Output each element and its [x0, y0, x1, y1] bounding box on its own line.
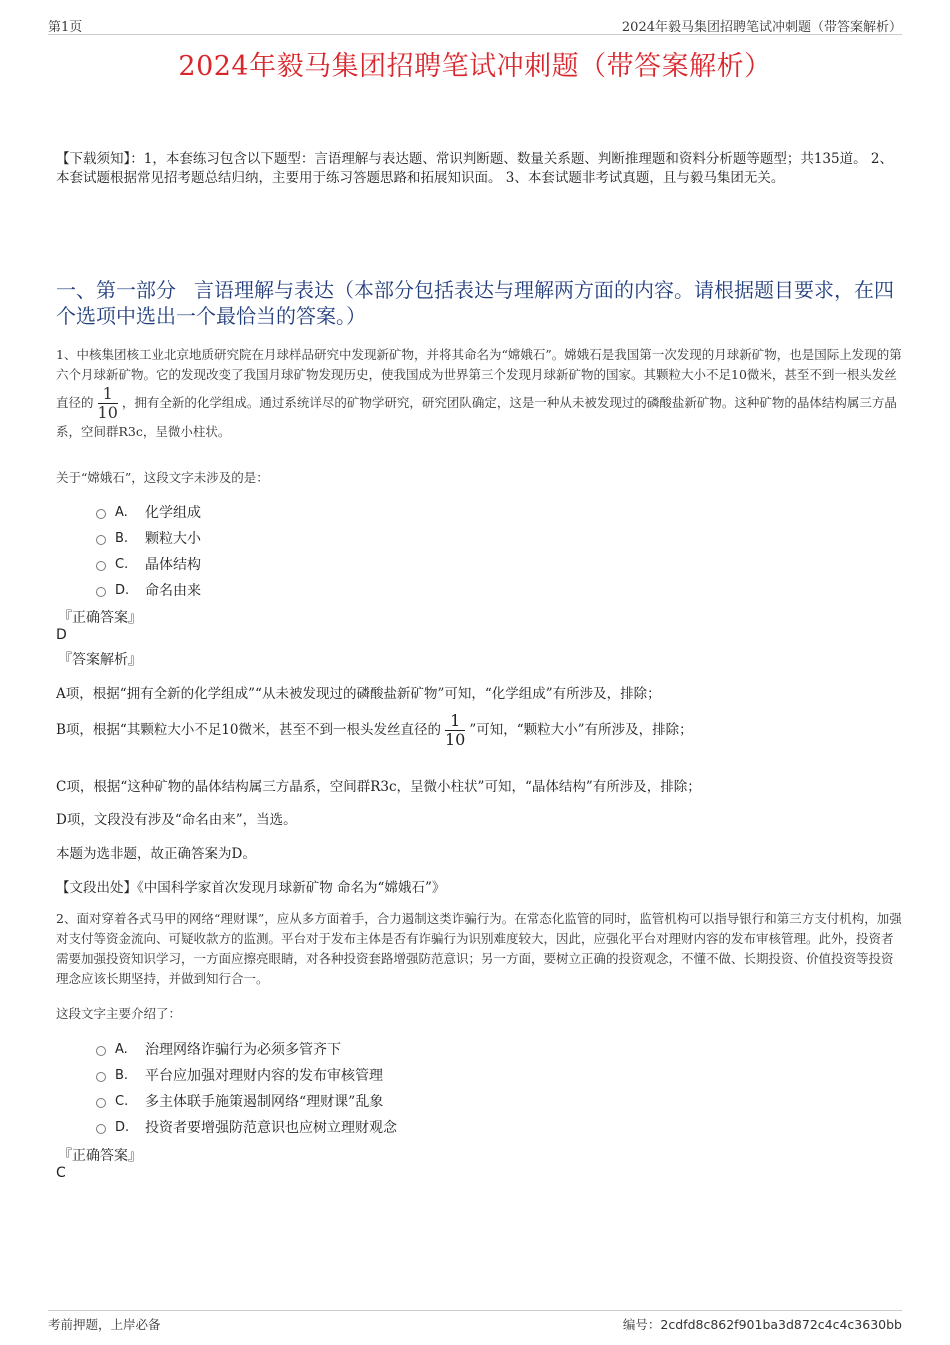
- q1-explanation-c: C项，根据“这种矿物的晶体结构属三方晶系，空间群R3c，呈微小柱状”可知，“晶体结构”有所涉及，排除；: [56, 779, 701, 795]
- page-number: 第1页: [48, 20, 83, 35]
- q2-option-c[interactable]: C. 多主体联手施策遏制网络“理财课”乱象: [96, 1088, 397, 1114]
- radio-icon[interactable]: [96, 587, 106, 597]
- q2-answer-label: 『正确答案』: [58, 1148, 142, 1164]
- q2-option-d[interactable]: D. 投资者要增强防范意识也应树立理财观念: [96, 1114, 397, 1140]
- section-prefix: 一、第一部分: [56, 278, 176, 302]
- radio-icon[interactable]: [96, 1098, 106, 1108]
- q2-answer: C: [56, 1165, 66, 1181]
- q1-option-c[interactable]: C. 晶体结构: [96, 551, 201, 577]
- radio-icon[interactable]: [96, 535, 106, 545]
- q2-stem: 2、面对穿着各式马甲的网络“理财课”，应从多方面着手，合力遏制这类诈骗行为。在常态化监管的同时，监管机构可以指导银行和第三方支付机构，加强对支付等资金流向、可疑收款方的监测。平台对于发布主体是否有诈骗行为识别难度较大，因此，应强化平台对理财内容的发布审核管理。此外，投资者需要加强投资知识学习，一方面应擦亮眼睛，对各种投资套路增强防范意识；另一方面，要树立正确的投资观念，不懂不做、长期投资、价值投资等投资理念应该长期坚持，并做到知行合一。: [56, 911, 902, 986]
- q1-answer-label: 『正确答案』: [58, 610, 142, 626]
- q1-explanation-d: D项，文段没有涉及“命名由来”，当选。: [56, 812, 297, 828]
- page-header: [48, 14, 902, 35]
- document-title: 2024年毅马集团招聘笔试冲刺题（带答案解析）: [178, 51, 772, 82]
- q1-option-a[interactable]: A. 化学组成: [96, 499, 201, 525]
- q2-options: [96, 1036, 397, 1140]
- radio-icon[interactable]: [96, 561, 106, 571]
- radio-icon[interactable]: [96, 1072, 106, 1082]
- q2-option-b[interactable]: B. 平台应加强对理财内容的发布审核管理: [96, 1062, 397, 1088]
- footer-code: 编号：2cdfd8c862f901ba3d872c4c4c3630bb: [622, 1317, 902, 1332]
- radio-icon[interactable]: [96, 509, 106, 519]
- q1-option-b[interactable]: B. 颗粒大小: [96, 525, 201, 551]
- q1-analysis-label: 『答案解析』: [58, 652, 142, 668]
- radio-icon[interactable]: [96, 1046, 106, 1056]
- q1-stem-part2: ，拥有全新的化学组成。通过系统详尽的矿物学研究，研究团队确定，这是一种从未被发现过的磷酸盐新矿物。这种矿物的晶体结构属三方晶系，空间群R3c，呈微小柱状。: [56, 395, 897, 439]
- q1-explanation-a: A项，根据“拥有全新的化学组成”“从未被发现过的磷酸盐新矿物”可知，“化学组成”有所涉及，排除；: [56, 686, 661, 702]
- q1-question: 关于“嫦娥石”，这段文字未涉及的是：: [56, 470, 269, 485]
- page-footer: [48, 1310, 902, 1332]
- footer-slogan: 考前押题，上岸必备: [48, 1317, 161, 1332]
- q1-options: [96, 499, 201, 603]
- q2-question: 这段文字主要介绍了：: [56, 1006, 182, 1021]
- q1-stem-part1: 1、中核集团核工业北京地质研究院在月球样品研究中发现新矿物，并将其命名为“嫦娥石”。嫦娥石是我国第一次发现的月球新矿物，也是国际上发现的第六个月球新矿物。它的发现改变了我国月球矿物发现历史，使我国成为世界第三个发现月球新矿物的国家。其颗粒大小不足10微米，甚至不到一根头发丝直径的: [56, 347, 902, 410]
- section-heading: [56, 277, 902, 329]
- q1-source: 【文段出处】《中国科学家首次发现月球新矿物 命名为“嫦娥石”》: [56, 880, 446, 896]
- radio-icon[interactable]: [96, 1124, 106, 1134]
- fraction-one-tenth: $\frac{1}{10}$: [445, 711, 466, 749]
- q1-conclusion: 本题为选非题，故正确答案为D。: [56, 846, 256, 862]
- fraction-one-tenth: $\frac{1}{10}$: [97, 384, 118, 422]
- q1-stem: [56, 345, 902, 442]
- download-notice: 【下载须知】：1，本套练习包含以下题型：言语理解与表达题、常识判断题、数量关系题、判断推理题和资料分析题等题型；共135道。 2、本套试题根据常见招考题总结归纳，主要用于练习答题思路和拓展知识面。 3、本套试题非考试真题，且与毅马集团无关。: [56, 151, 893, 186]
- q1-explanation-b: B项，根据“其颗粒大小不足10微米，甚至不到一根头发丝直径的 $\frac{1}{10}$ ”可知，“颗粒大小”有所涉及，排除；: [56, 711, 693, 749]
- section-text: 言语理解与表达（本部分包括表达与理解两方面的内容。请根据题目要求，在四个选项中选出一个最恰当的答案。）: [56, 278, 894, 328]
- q1-option-d[interactable]: D. 命名由来: [96, 577, 201, 603]
- q2-option-a[interactable]: A. 治理网络诈骗行为必须多管齐下: [96, 1036, 397, 1062]
- header-doc-title: 2024年毅马集团招聘笔试冲刺题（带答案解析）: [621, 20, 902, 35]
- q1-answer: D: [56, 627, 67, 643]
